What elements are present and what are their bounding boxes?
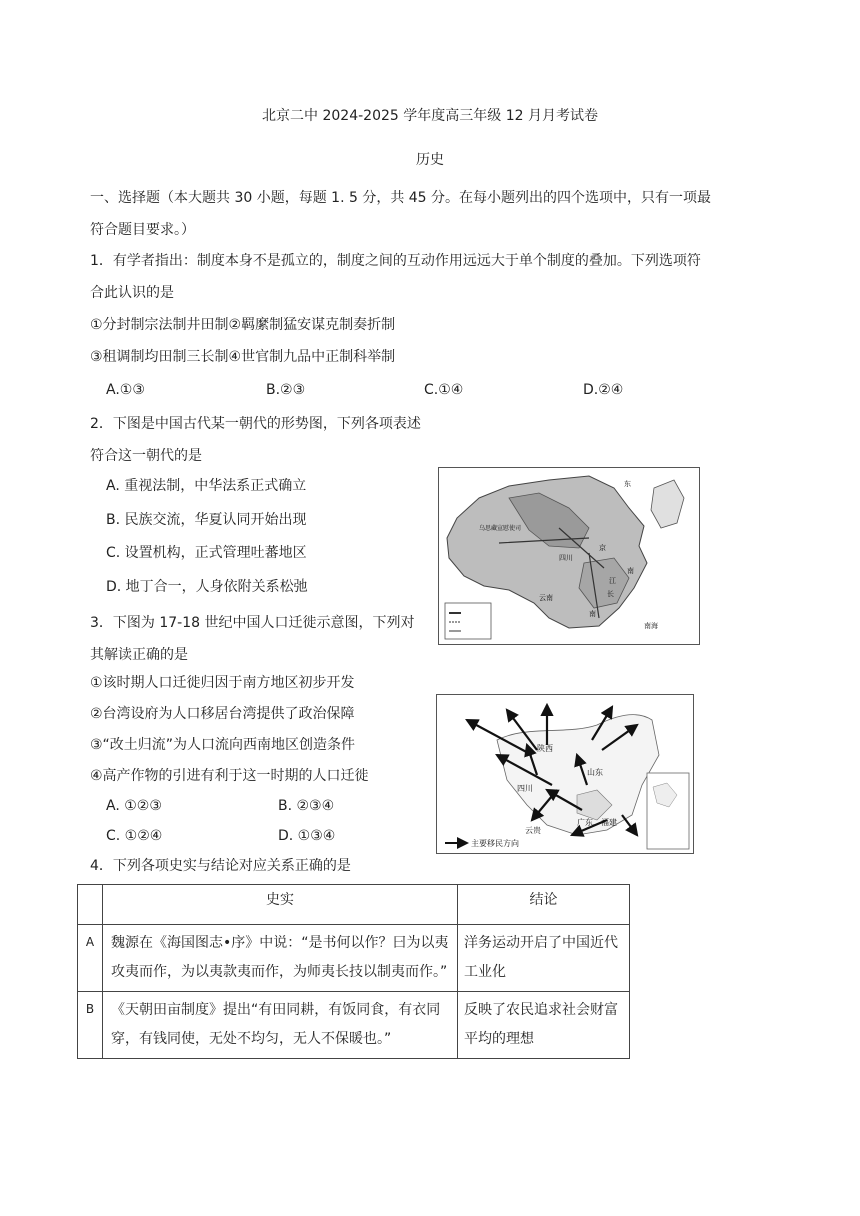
- map-label: 四川: [559, 554, 573, 562]
- map-label: 南: [589, 610, 596, 618]
- map-label: 云贵: [525, 826, 541, 835]
- map-legend-label: 主要移民方向: [471, 839, 519, 848]
- map-label: 山东: [587, 768, 603, 777]
- q4-stem: 4．下列各项史实与结论对应关系正确的是: [90, 858, 351, 874]
- map-label: 云南: [539, 594, 553, 602]
- map-label: 长: [607, 590, 614, 598]
- q3-item-2: ②台湾设府为人口移居台湾提供了政治保障: [90, 706, 355, 722]
- q3-option-b: B. ②③④: [278, 798, 335, 814]
- q3-option-d: D. ①③④: [278, 828, 336, 844]
- q3-stem-line2: 其解读正确的是: [90, 647, 188, 663]
- row-conclusion: 反映了农民追求社会财富平均的理想: [458, 992, 630, 1059]
- section-instruction-line2: 符合题目要求。）: [90, 222, 195, 238]
- q1-option-b: B.②③: [266, 382, 306, 398]
- q1-option-c: C.①④: [424, 382, 464, 398]
- migration-map: [436, 694, 694, 854]
- table-header-fact: 史实: [103, 885, 458, 925]
- row-label: B: [78, 992, 103, 1059]
- table-header-conclusion: 结论: [458, 885, 630, 925]
- row-label: A: [78, 925, 103, 992]
- q3-item-4: ④高产作物的引进有利于这一时期的人口迁徙: [90, 768, 369, 784]
- q2-option-c: C. 设置机构，正式管理吐蕃地区: [106, 545, 307, 561]
- q2-stem-line1: 2．下图是中国古代某一朝代的形势图，下列各项表述: [90, 416, 421, 432]
- table-header-label: [78, 885, 103, 925]
- map-label: 东: [624, 480, 631, 488]
- q3-option-a: A. ①②③: [106, 798, 162, 814]
- q1-stem-line2: 合此认识的是: [90, 285, 174, 301]
- row-conclusion: 洋务运动开启了中国近代工业化: [458, 925, 630, 992]
- row-fact: 《天朝田亩制度》提出“有田同耕，有饭同食，有衣同穿，有钱同使，无处不均匀，无人不保暖也。”: [103, 992, 458, 1059]
- row-fact: 魏源在《海国图志•序》中说：“是书何以作？曰为以夷攻夷而作，为以夷款夷而作，为师夷长技以制夷而作。”: [103, 925, 458, 992]
- map-label: 江: [609, 577, 616, 585]
- section-instruction-line1: 一、选择题（本大题共 30 小题，每题 1. 5 分，共 45 分。在每小题列出的四个选项中，只有一项最: [90, 190, 712, 206]
- map-label: 南: [627, 567, 634, 575]
- map-label: 广东、福建: [577, 818, 617, 827]
- q3-option-c: C. ①②④: [106, 828, 163, 844]
- exam-title: 北京二中 2024-2025 学年度高三年级 12 月月考试卷: [262, 108, 598, 124]
- facts-conclusions-table: [77, 884, 630, 1059]
- q3-item-3: ③“改土归流”为人口流向西南地区创造条件: [90, 737, 356, 753]
- q2-option-d: D. 地丁合一，人身依附关系松弛: [106, 579, 308, 595]
- q2-stem-line2: 符合这一朝代的是: [90, 448, 202, 464]
- map-label: 四川: [517, 784, 533, 793]
- q1-stem-line1: 1．有学者指出：制度本身不是孤立的，制度之间的互动作用远远大于单个制度的叠加。下列选项符: [90, 253, 701, 269]
- map-label: 京: [599, 544, 606, 552]
- q1-item-line1: ①分封制宗法制井田制②羁縻制猛安谋克制奏折制: [90, 317, 396, 333]
- q3-stem-line1: 3．下图为 17-18 世纪中国人口迁徙示意图，下列对: [90, 615, 415, 631]
- subject-heading: 历史: [416, 152, 444, 168]
- q1-option-a: A.①③: [106, 382, 145, 398]
- map-label: 南海: [644, 622, 658, 630]
- map-label: 陕西: [537, 744, 553, 753]
- table-row: [78, 992, 630, 1059]
- dynasty-territory-map: [438, 467, 700, 645]
- q2-option-a: A. 重视法制，中华法系正式确立: [106, 478, 307, 494]
- table-row: [78, 925, 630, 992]
- q1-item-line2: ③租调制均田制三长制④世官制九品中正制科举制: [90, 349, 396, 365]
- q3-item-1: ①该时期人口迁徙归因于南方地区初步开发: [90, 675, 355, 691]
- table-header-row: [78, 885, 630, 925]
- q2-option-b: B. 民族交流，华夏认同开始出现: [106, 512, 307, 528]
- map-label: 乌思藏宣慰使司: [479, 525, 522, 532]
- q1-option-d: D.②④: [583, 382, 624, 398]
